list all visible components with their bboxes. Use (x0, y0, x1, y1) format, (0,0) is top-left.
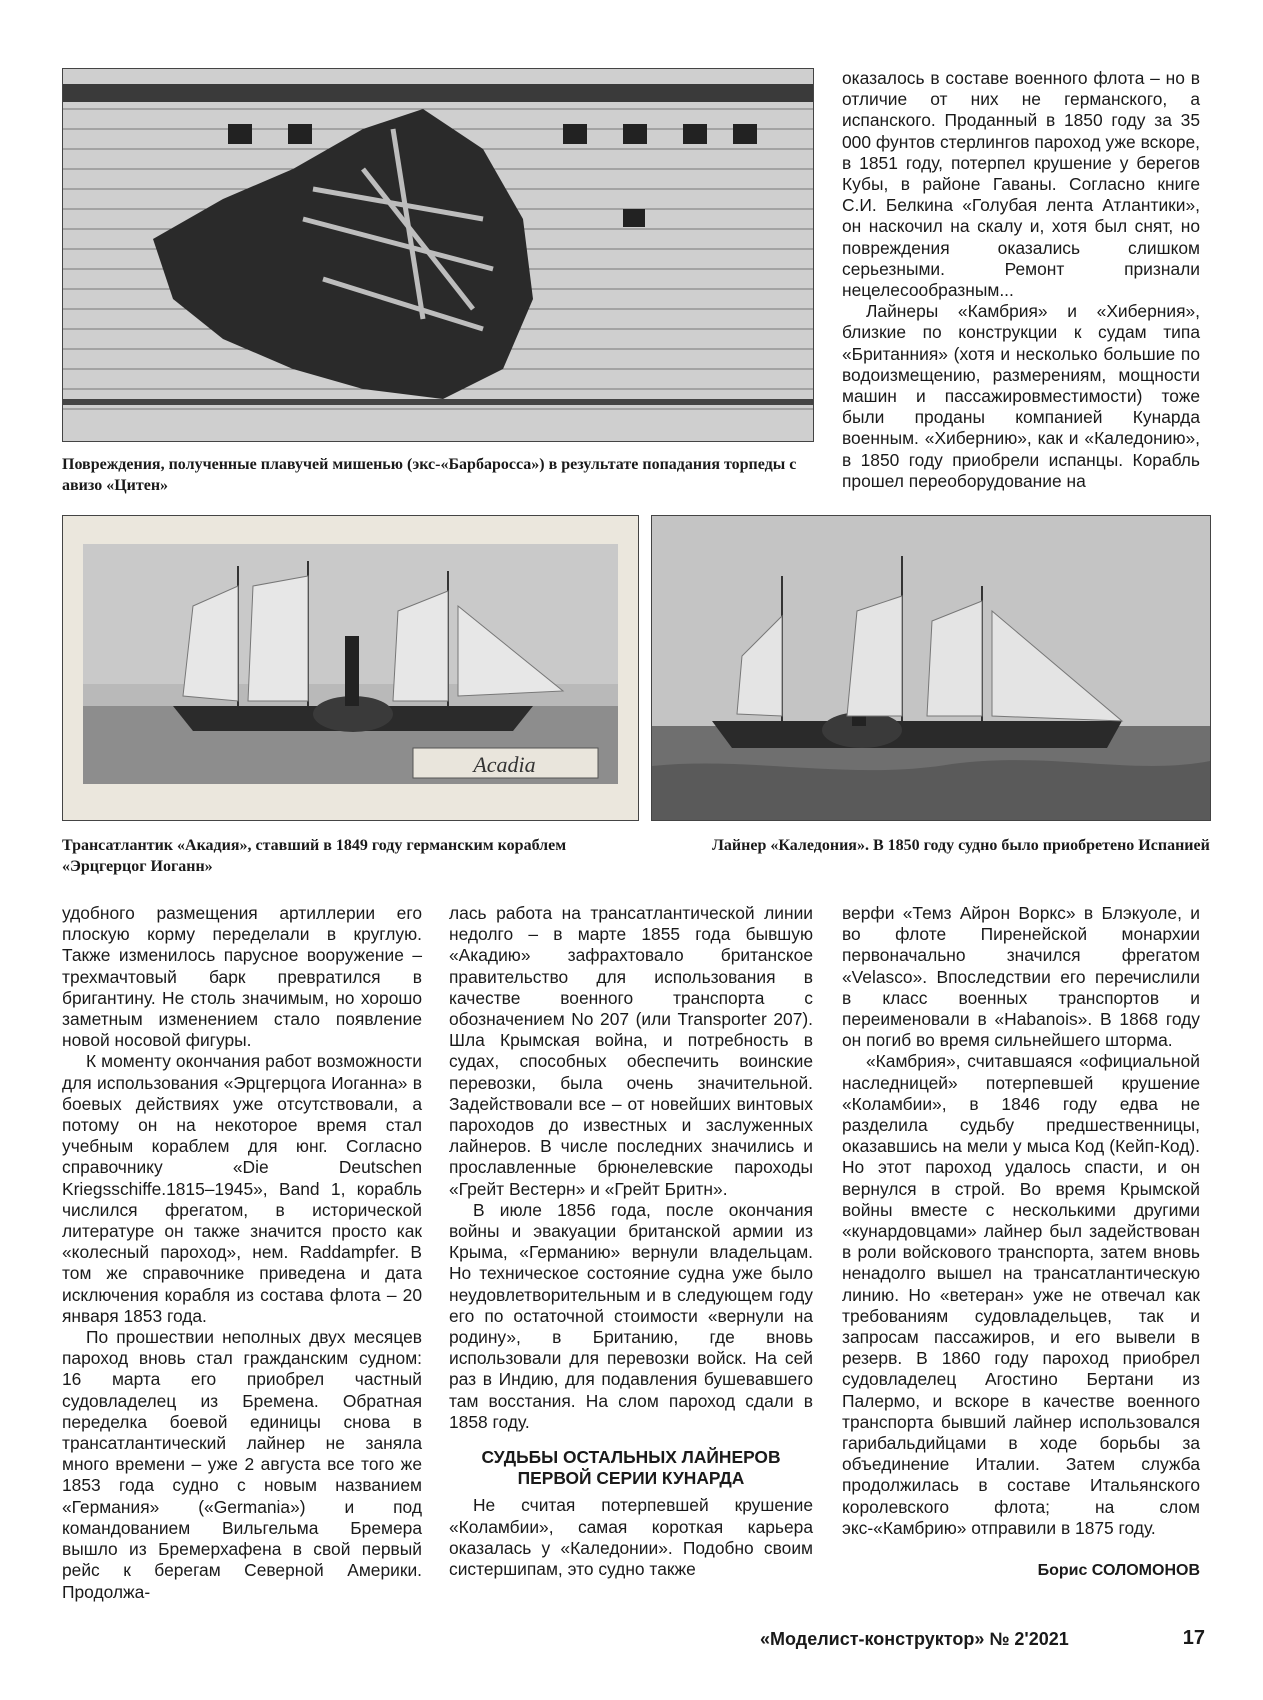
section-heading (449, 1447, 813, 1489)
acadia-plate-label: Acadia (473, 752, 536, 777)
footer-magazine: «Моделист-конструктор» № 2'2021 (760, 1629, 1069, 1649)
paragraph: удобного размещения артиллерии его плоскую корму переделали в круглую. Также изменилось парусное вооружение – трехмачтовый барк превратился в бригантину. Не столь значимым, но хорошо заметным изменением стало появление новой носовой фигуры. (62, 903, 422, 1051)
section-heading-line-2: ПЕРВОЙ СЕРИИ КУНАРДА (517, 1468, 745, 1489)
page-number: 17 (1182, 1627, 1205, 1649)
column-2 (449, 903, 813, 1580)
paragraph: верфи «Темз Айрон Воркс» в Блэкуоле, и во флоте Пиренейской монархии первоначально значился фрегатом «Velasco». Впоследствии его перечислили в класс военных транспортов и переименовали в «Habanois». В 1868 году он погиб во время сильнейшего шторма. (842, 903, 1200, 1051)
paragraph: оказалось в составе военного флота – но в отличие от них не германского, а испанского. Проданный в 1850 году за 35 000 фунтов стерлингов пароход уже вскоре, в 1851 году, потерпел крушение у берегов Кубы, в районе Гаваны. Согласно книге С.И. Белкина «Голубая лента Атлантики», он наскочил на скалу и, хотя был снят, но повреждения оказались слишком серьезными. Ремонт признали нецелесообразным... (842, 68, 1200, 301)
author: Борис СОЛОМОНОВ (1037, 1562, 1200, 1579)
paragraph: Лайнеры «Камбрия» и «Хиберния», близкие по конструкции к судам типа «Британния» (хотя и несколько большие по водоизмещению, размерениям, мощности машин и пассажировместимости) тоже были проданы компанией Кунарда военным. «Хибернию», как и «Каледонию», в 1850 году приобрели испанцы. Корабль прошел переоборудование на (842, 301, 1200, 491)
hull-damage-figure (62, 68, 814, 442)
column-3 (842, 903, 1200, 1539)
caledonia-caption: Лайнер «Каледония». В 1850 году судно было приобретено Испанией (712, 837, 1210, 854)
paragraph: Не считая потерпевшей крушение «Коламбии», самая короткая карьера оказалась у «Каледонии». Подобно своим систершипам, это судно также (449, 1495, 813, 1580)
paragraph: По прошествии неполных двух месяцев пароход вновь стал гражданским судном: 16 марта его приобрел частный судовладелец из Бремена. Обратная переделка боевой единицы снова в трансатлантический лайнер не заняла много времени – уже 2 августа все того же 1853 года судно с новым названием «Германия» («Germania») и под командованием Вильгельма Бремера вышло из Бремерхафена в свой первый рейс к берегам Северной Америки. Продолжа- (62, 1327, 422, 1602)
column-1 (62, 903, 422, 1603)
paragraph: лась работа на трансатлантической линии недолго – в марте 1855 года бывшую «Акадию» зафрахтовало британское правительство для использования в качестве военного транспорта с обозначением No 207 (или Transporter 207). Шла Крымская война, и потребность в судах, способных обеспечить воинские перевозки, была очень значительной. Задействовали все – от новейших винтовых пароходов до известных и заслуженных лайнеров. В числе последних значились и прославленные брюнелевские пароходы «Грейт Вестерн» и «Грейт Бритн». (449, 903, 813, 1199)
top-right-column (842, 68, 1200, 492)
caledonia-figure (651, 515, 1211, 821)
section-heading-line-1: СУДЬБЫ ОСТАЛЬНЫХ ЛАЙНЕРОВ (481, 1447, 781, 1468)
paragraph: «Камбрия», считавшаяся «официальной наследницей» потерпевшей крушение «Коламбии», в 1846 году едва не разделила судьбу предшественницы, оказавшись на мели у мыса Код (Кейп-Код). Но этот пароход удалось спасти, и он вернулся в строй. Во время Крымской войны вместе с несколькими другими «кунардовцами» лайнер был задействован в роли войскового транспорта, затем вновь ненадолго вышел на трансатлантическую линию. Но «ветеран» уже не отвечал как требованиям судовладельцев, так и запросам пассажиров, и его вывели в резерв. В 1860 году пароход приобрел судовладелец Агостино Бертани из Палермо, и вскоре в качестве военного транспорта бывший лайнер использовался гарибальдийцами в ходе борьбы за объединение Италии. Затем служба продолжилась в составе Итальянского королевского флота; на слом экс-«Камбрию» отправили в 1875 году. (842, 1051, 1200, 1538)
paragraph: В июле 1856 года, после окончания войны и эвакуации британской армии из Крыма, «Германию» вернули владельцам. Но техническое состояние судна уже было неудовлетворительным и в следующем году его по остаточной стоимости «вернули на родину», в Британию, где вновь использовали для перевозки войск. На сей раз в Индию, для подавления бушевавшего там восстания. На слом пароход сдали в 1858 году. (449, 1199, 813, 1432)
paragraph: К моменту окончания работ возможности для использования «Эрцгерцога Иоганна» в боевых действиях уже отсутствовали, а потому он на некоторое время стал учебным кораблем для юнг. Согласно справочнику «Die Deutschen Kriegsschiffe.1815–1945», Band 1, корабль числился фрегатом, в исторической литературе он также значится просто как «колесный пароход», нем. Raddampfer. В том же справочнике приведена и дата исключения корабля из состава флота – 20 января 1853 года. (62, 1051, 422, 1326)
hull-damage-caption: Повреждения, полученные плавучей мишенью (экс-«Барбаросса») в результате попадания торпеды с авизо «Цитен» (62, 456, 797, 494)
acadia-caption: Трансатлантик «Акадия», ставший в 1849 году германским кораблем «Эрцгерцог Иоганн» (62, 837, 567, 875)
